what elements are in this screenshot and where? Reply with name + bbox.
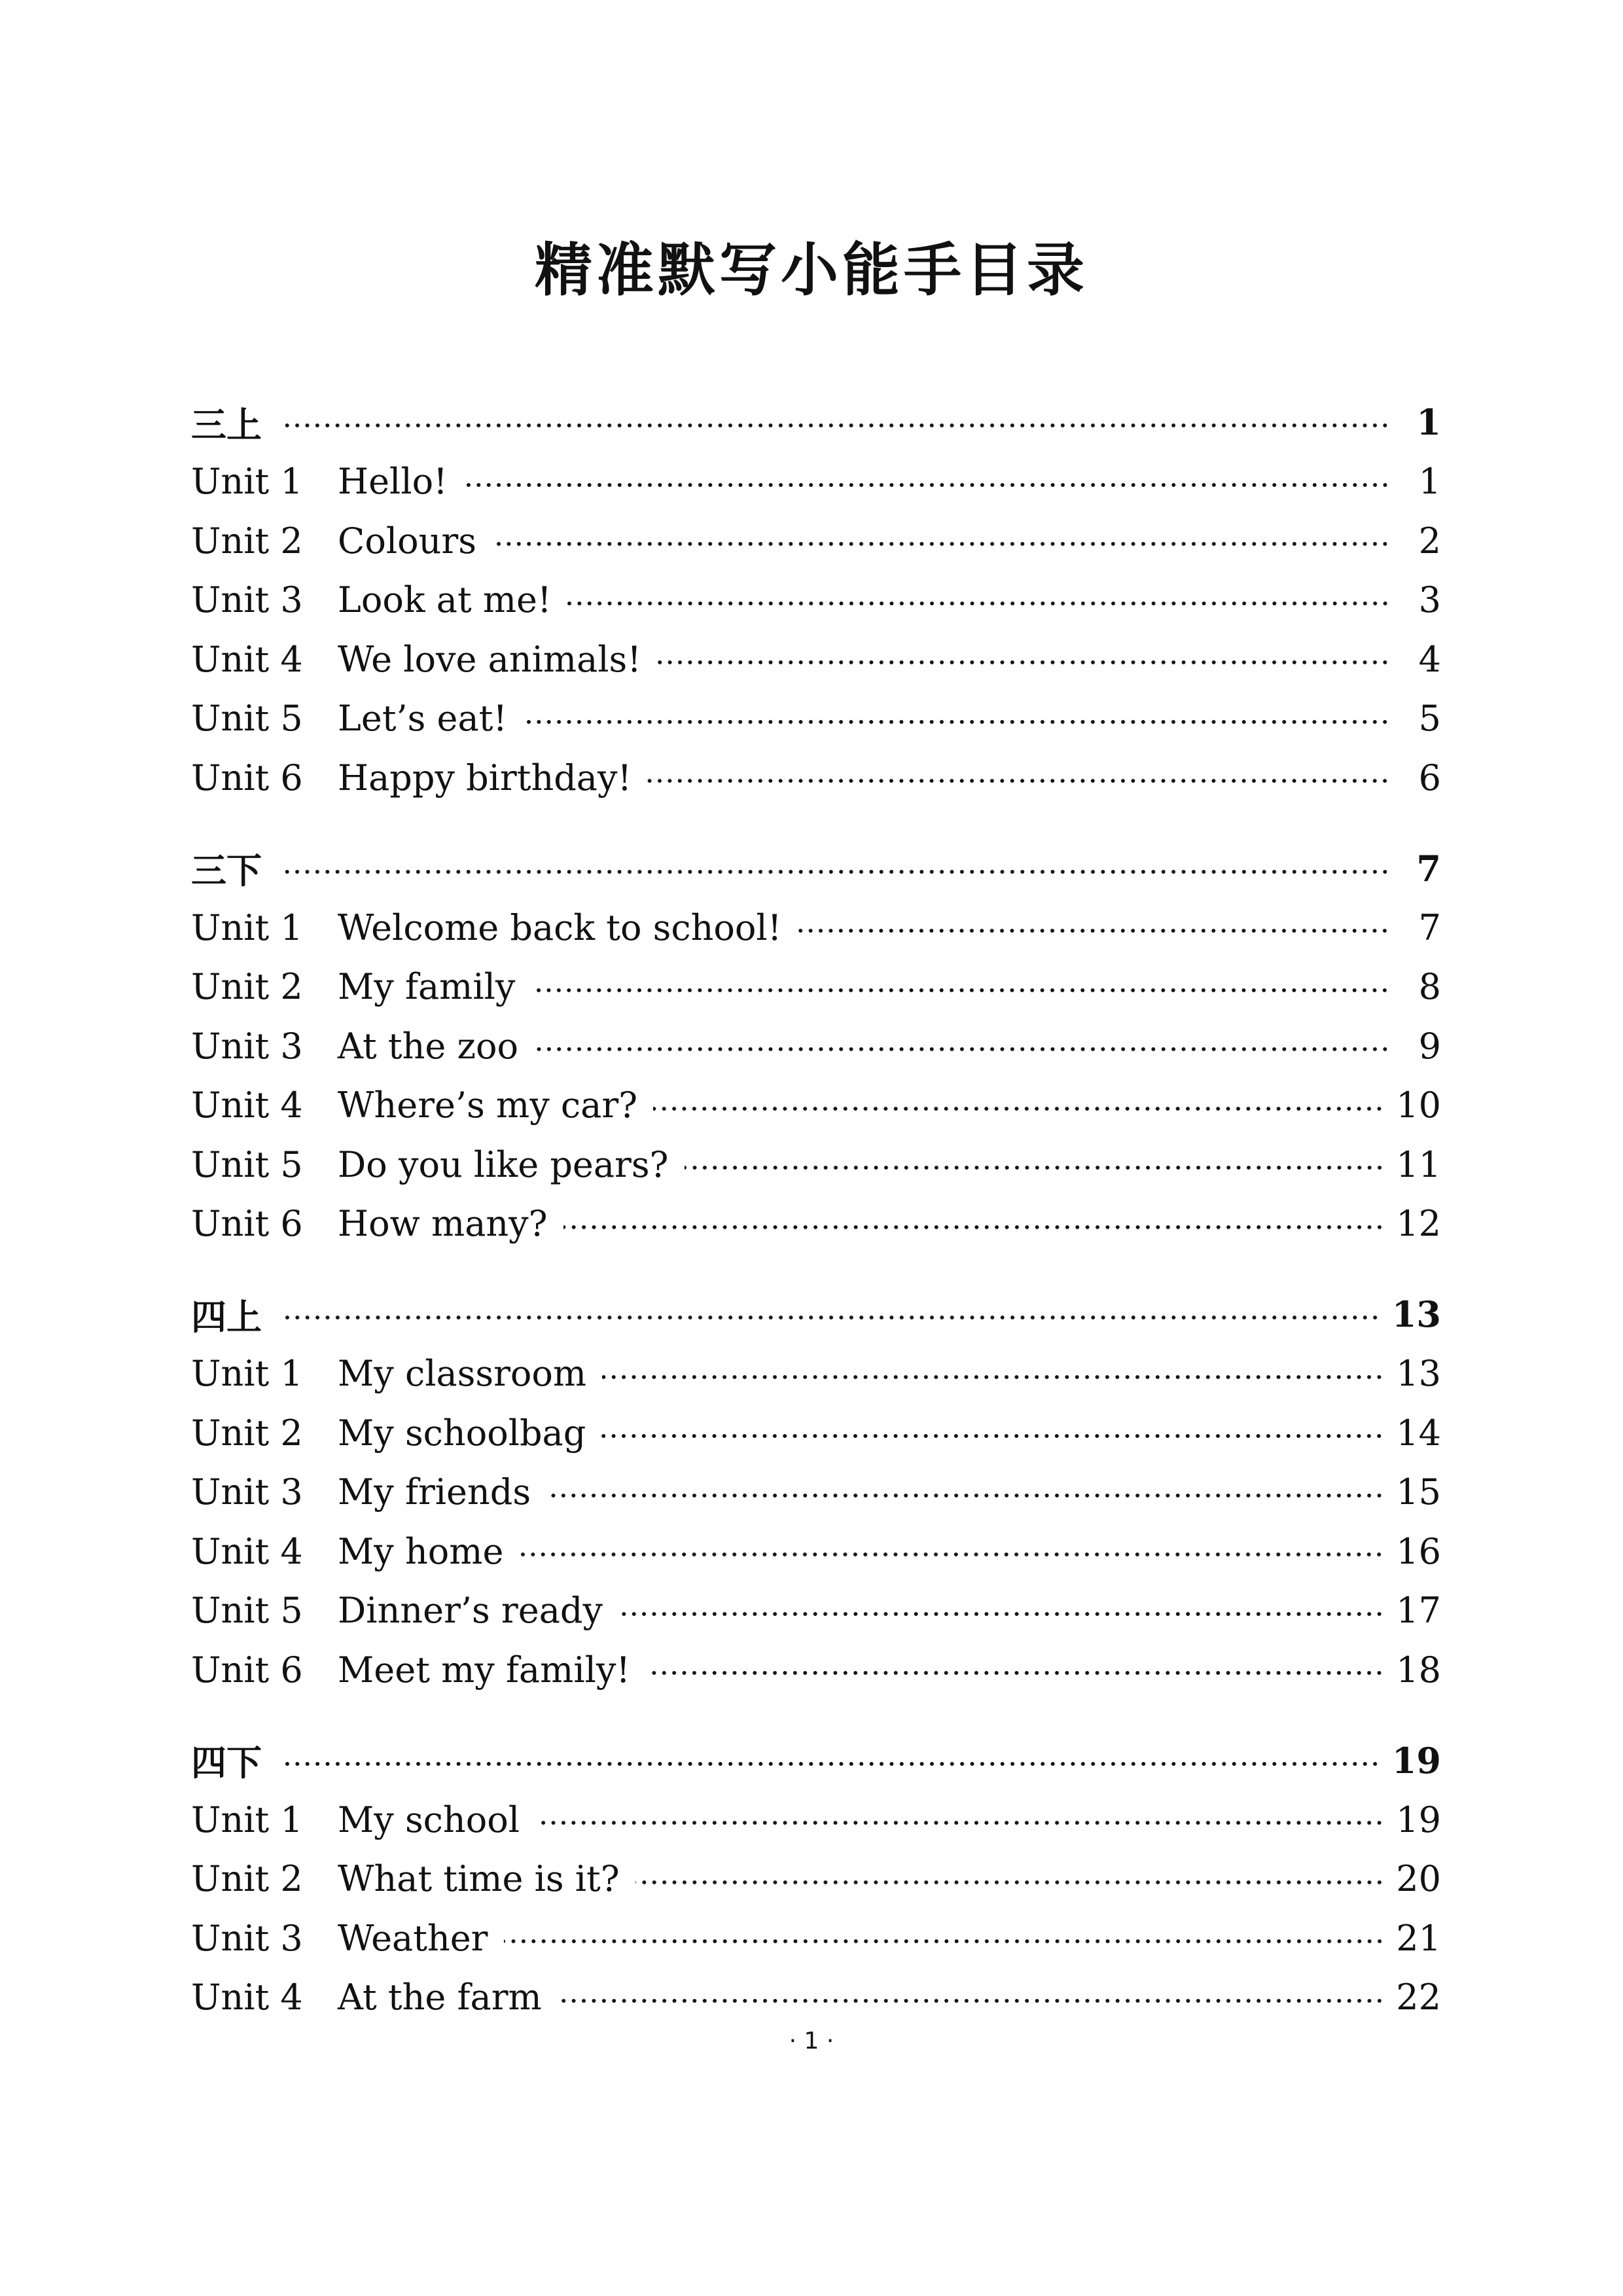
unit-label: Unit 1 — [191, 1799, 303, 1840]
toc-entry[interactable] — [191, 1522, 1441, 1581]
page-number: 20 — [1396, 1858, 1441, 1900]
toc-entry[interactable] — [191, 630, 1441, 689]
page-number: 10 — [1396, 1085, 1441, 1126]
section-heading-text: 三上 — [191, 403, 262, 446]
table-of-contents — [191, 393, 1441, 2058]
page-number: 21 — [1396, 1917, 1441, 1959]
unit-title: Dinner’s ready — [338, 1590, 603, 1632]
unit-title: Happy birthday! — [338, 757, 632, 798]
unit-title: My friends — [338, 1471, 531, 1513]
toc-entry[interactable] — [191, 958, 1441, 1017]
page-number: 16 — [1396, 1530, 1441, 1572]
dot-leader — [281, 869, 1390, 874]
section-heading-text: 三下 — [191, 850, 262, 892]
toc-entry[interactable] — [191, 1016, 1441, 1076]
page-number: 18 — [1396, 1649, 1441, 1691]
unit-label: Unit 1 — [191, 461, 303, 503]
toc-entry[interactable] — [191, 1344, 1441, 1404]
toc-entry[interactable] — [191, 1640, 1441, 1700]
page-number: 11 — [1396, 1143, 1441, 1185]
unit-title: At the zoo — [338, 1025, 518, 1067]
unit-label: Unit 1 — [191, 906, 303, 948]
dot-leader — [797, 928, 1390, 933]
unit-label: Unit 2 — [191, 1858, 303, 1900]
unit-label: Unit 6 — [191, 1203, 303, 1245]
unit-title: Colours — [338, 520, 476, 562]
page-number: 1 — [1418, 461, 1441, 503]
page-number: 8 — [1418, 966, 1441, 1008]
unit-title: My school — [338, 1799, 520, 1840]
page-number: 17 — [1396, 1590, 1441, 1632]
page-number: 7 — [1416, 847, 1441, 889]
dot-leader — [546, 1493, 1384, 1498]
unit-label: Unit 6 — [191, 757, 303, 798]
unit-label: Unit 6 — [191, 1649, 303, 1691]
unit-label: Unit 1 — [191, 1353, 303, 1395]
toc-section-heading[interactable] — [191, 1285, 1441, 1344]
toc-section — [191, 1731, 1441, 2028]
unit-title: My classroom — [338, 1353, 587, 1395]
page-number: 12 — [1396, 1203, 1441, 1245]
toc-entry[interactable] — [191, 1581, 1441, 1641]
dot-leader — [558, 1998, 1385, 2003]
unit-title: Let’s eat! — [338, 698, 508, 740]
page-number: 19 — [1396, 1799, 1441, 1840]
toc-entry[interactable] — [191, 511, 1441, 571]
dot-leader — [618, 1611, 1384, 1617]
dot-leader — [534, 1047, 1390, 1052]
dot-leader — [647, 778, 1390, 783]
toc-entry[interactable] — [191, 1135, 1441, 1194]
toc-section — [191, 839, 1441, 1254]
unit-title: Hello! — [338, 461, 448, 503]
unit-title: My family — [338, 966, 516, 1008]
page-number: 2 — [1418, 520, 1441, 562]
unit-title: Where’s my car? — [338, 1085, 638, 1126]
page-footer-number: · 1 · — [789, 2028, 834, 2054]
dot-leader — [463, 482, 1390, 488]
unit-title: Meet my family! — [338, 1649, 631, 1691]
unit-title: We love animals! — [338, 638, 641, 680]
unit-title: My home — [338, 1530, 504, 1572]
page-number: 3 — [1418, 579, 1441, 621]
page-number: 6 — [1418, 757, 1441, 798]
unit-label: Unit 3 — [191, 1471, 303, 1513]
dot-leader — [567, 601, 1390, 606]
toc-entry[interactable] — [191, 689, 1441, 749]
unit-label: Unit 3 — [191, 1025, 303, 1067]
dot-leader — [281, 423, 1390, 428]
unit-label: Unit 5 — [191, 698, 303, 740]
dot-leader — [635, 1880, 1385, 1885]
page-title: 精准默写小能手目录 — [534, 236, 1088, 304]
unit-title: My schoolbag — [338, 1412, 586, 1454]
unit-title: How many? — [338, 1203, 548, 1245]
page-number: 13 — [1396, 1353, 1441, 1395]
dot-leader — [563, 1225, 1385, 1230]
dot-leader — [601, 1433, 1384, 1439]
unit-label: Unit 4 — [191, 1085, 303, 1126]
dot-leader — [653, 1106, 1384, 1111]
unit-title: Welcome back to school! — [338, 906, 782, 948]
dot-leader — [657, 660, 1390, 665]
unit-label: Unit 2 — [191, 1412, 303, 1454]
page-number: 14 — [1396, 1412, 1441, 1454]
toc-section-heading[interactable] — [191, 839, 1441, 899]
unit-title: Do you like pears? — [338, 1143, 669, 1185]
unit-title: Weather — [338, 1917, 488, 1959]
section-heading-text: 四下 — [191, 1742, 262, 1784]
dot-leader — [281, 1761, 1380, 1767]
unit-label: Unit 3 — [191, 1917, 303, 1959]
dot-leader — [519, 1552, 1384, 1557]
dot-leader — [646, 1670, 1384, 1676]
unit-label: Unit 4 — [191, 638, 303, 680]
unit-label: Unit 2 — [191, 966, 303, 1008]
toc-entry[interactable] — [191, 571, 1441, 630]
toc-section-heading[interactable] — [191, 393, 1441, 452]
toc-entry[interactable] — [191, 1850, 1441, 1909]
toc-entry[interactable] — [191, 1463, 1441, 1522]
toc-section — [191, 1285, 1441, 1700]
page-number: 4 — [1418, 638, 1441, 680]
dot-leader — [531, 988, 1390, 993]
page-number: 22 — [1396, 1977, 1441, 2018]
section-heading-text: 四上 — [191, 1295, 262, 1338]
dot-leader — [685, 1165, 1385, 1170]
unit-label: Unit 4 — [191, 1530, 303, 1572]
toc-entry[interactable] — [191, 1790, 1441, 1850]
unit-label: Unit 2 — [191, 520, 303, 562]
dot-leader — [523, 719, 1390, 725]
page-number: 1 — [1416, 401, 1441, 444]
unit-label: Unit 5 — [191, 1590, 303, 1632]
unit-label: Unit 5 — [191, 1143, 303, 1185]
dot-leader — [602, 1374, 1384, 1380]
toc-entry[interactable] — [191, 1194, 1441, 1254]
dot-leader — [535, 1820, 1384, 1825]
dot-leader — [281, 1315, 1380, 1320]
unit-title: Look at me! — [338, 579, 552, 621]
toc-entry[interactable] — [191, 1909, 1441, 1968]
dot-leader — [504, 1939, 1385, 1944]
page-number: 5 — [1418, 698, 1441, 740]
unit-label: Unit 4 — [191, 1977, 303, 2018]
toc-entry[interactable] — [191, 748, 1441, 808]
toc-section — [191, 393, 1441, 808]
page-number: 7 — [1418, 906, 1441, 948]
toc-entry[interactable] — [191, 452, 1441, 512]
unit-title: At the farm — [338, 1977, 542, 2018]
toc-entry[interactable] — [191, 1968, 1441, 2028]
page-number: 15 — [1396, 1471, 1441, 1513]
page-number: 9 — [1418, 1025, 1441, 1067]
dot-leader — [492, 541, 1390, 547]
toc-entry[interactable] — [191, 1403, 1441, 1463]
page-number: 19 — [1391, 1739, 1441, 1782]
toc-section-heading[interactable] — [191, 1731, 1441, 1791]
unit-title: What time is it? — [338, 1858, 620, 1900]
unit-label: Unit 3 — [191, 579, 303, 621]
page-number: 13 — [1391, 1293, 1441, 1336]
toc-entry[interactable] — [191, 898, 1441, 958]
toc-entry[interactable] — [191, 1076, 1441, 1136]
